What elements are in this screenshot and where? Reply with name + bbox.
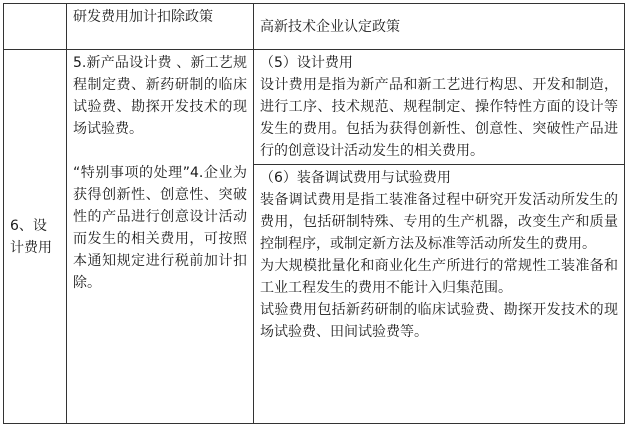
rd-special-text: “特别事项的处理”4.企业为获得创新性、创意性、突破性的产品进行创意设计活动而发生的相关费用，可按照本通知规定进行税前加计扣除。 <box>73 165 247 291</box>
test-cost-text: 试验费用包括新药研制的临床试验费、勘探开发技术的现场试验费、田间试验费等。 <box>260 302 618 340</box>
rd-item-text: 5.新产品设计费 、新工艺规程制定费、新药研制的临床试验费、勘探开发技术的现场试验费。 <box>73 55 247 137</box>
equipment-test-title: （6）装备调试费用与试验费用 <box>260 170 451 186</box>
design-cost-section <box>254 50 624 165</box>
design-cost-title: （5）设计费用 <box>260 55 353 71</box>
equipment-exclusion-text: 为大规模批量化和商业化生产所进行的常规性工装准备和工业工程发生的费用不能计入归集范围。 <box>260 258 618 296</box>
policy-comparison-table <box>3 3 625 424</box>
high-tech-cell <box>254 50 625 424</box>
header-cell-empty <box>4 4 67 50</box>
rd-deduction-cell <box>67 50 254 424</box>
equipment-test-section <box>254 165 624 345</box>
row-category-cell: 6、设计费用 <box>4 50 67 424</box>
table-header-row <box>4 4 625 50</box>
table-row-design-costs <box>4 50 625 424</box>
equipment-cost-body: 装备调试费用是指工装准备过程中研究开发活动所发生的费用，包括研制特殊、专用的生产机器，改变生产和质量控制程序，或制定新方法及标准等活动所发生的费用。 <box>260 192 618 252</box>
header-cell-high-tech: 高新技术企业认定政策 <box>254 4 625 50</box>
design-cost-body: 设计费用是指为新产品和新工艺进行构思、开发和制造，进行工序、技术规范、规程制定、操作特性方面的设计等发生的费用。包括为获得创新性、创意性、突破性产品进行的创意设计活动发生的相关费用。 <box>260 77 618 159</box>
header-cell-rd-deduction: 研发费用加计扣除政策 <box>67 4 254 50</box>
